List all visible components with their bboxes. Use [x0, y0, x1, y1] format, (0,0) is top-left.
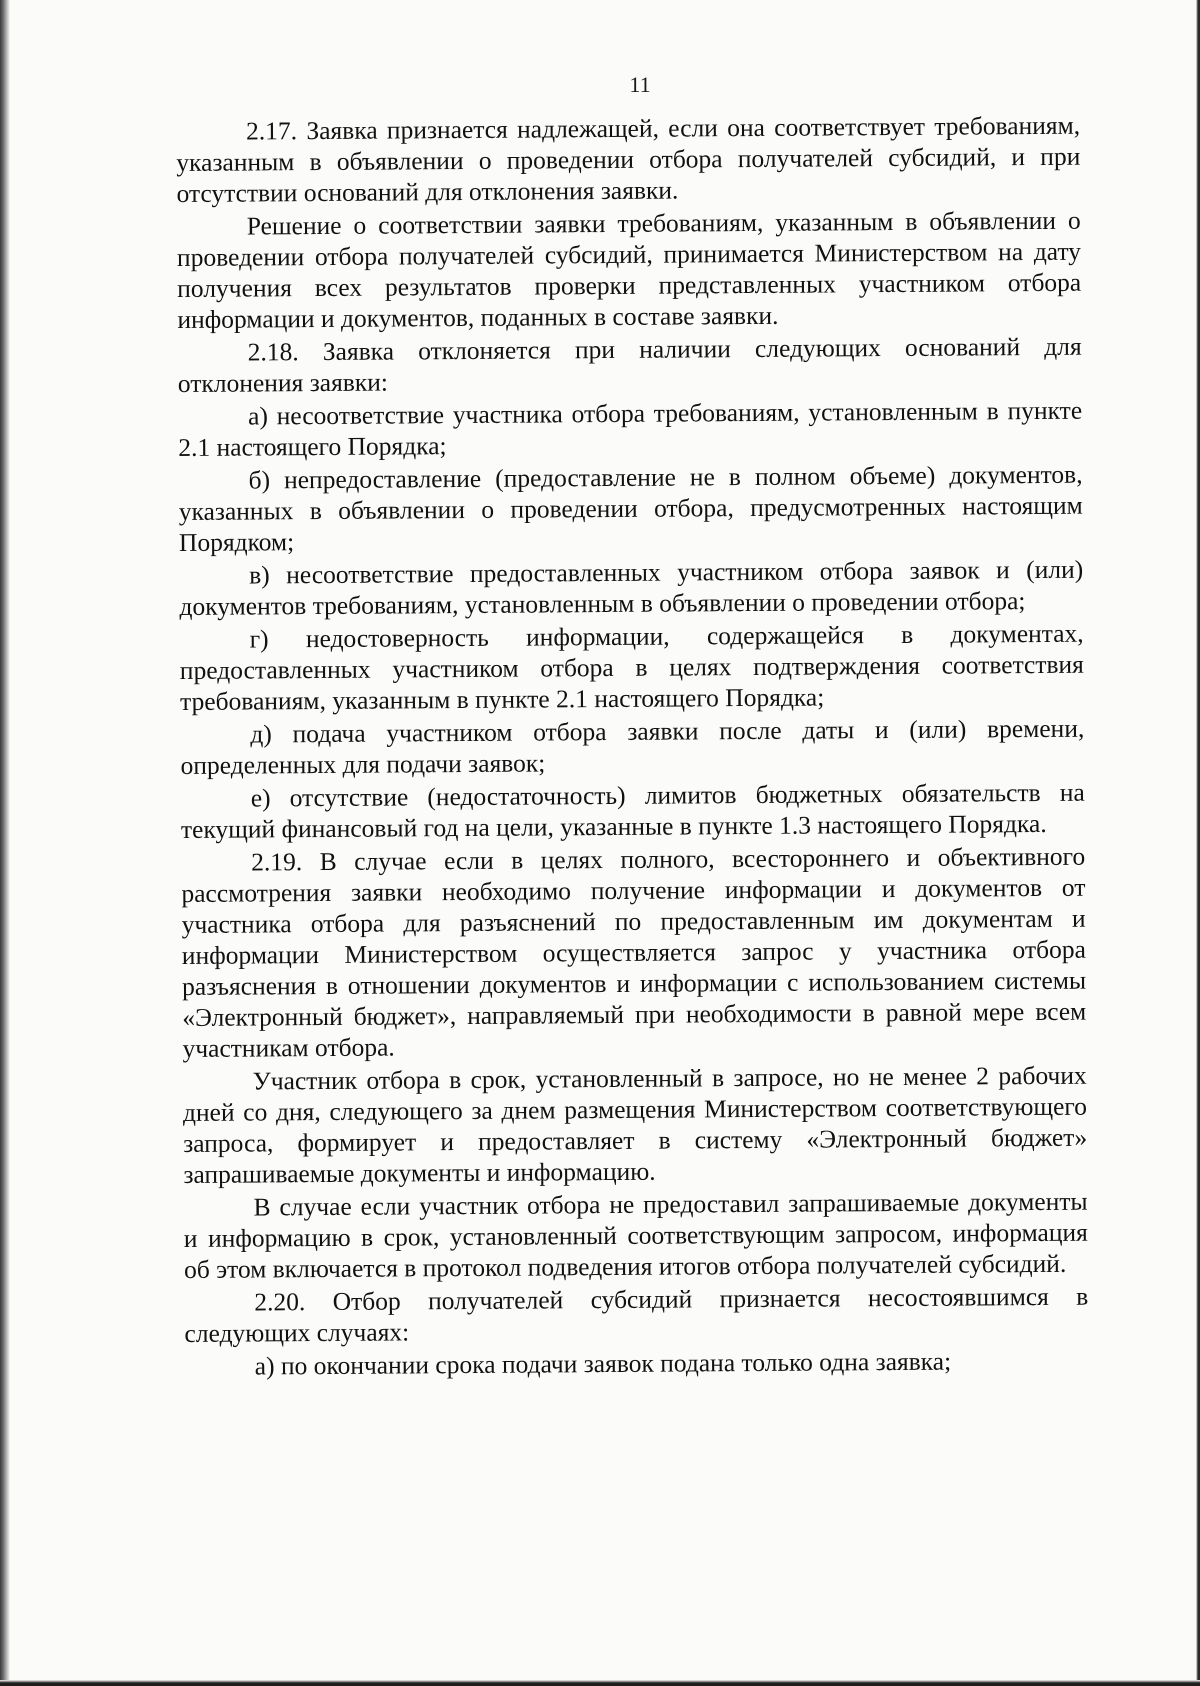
list-item-b: б) непредоставление (предоставление не в полном объеме) документов, указанных в объявлении о проведении отбора, предусмотренных настоящим Порядком; — [178, 459, 1083, 557]
scan-bottom-edge — [0, 1680, 1200, 1686]
scan-right-edge — [1196, 0, 1200, 1686]
paragraph-participant-deadline: Участник отбора в срок, установленный в запросе, но не менее 2 рабочих дней со дня, следующего за днем размещения Министерством соответствующего запроса, формирует и предоставляет в систему «Электронный бюджет» запрашиваемые документы и информацию. — [182, 1060, 1088, 1189]
scan-left-edge — [0, 0, 10, 1686]
paragraph-2-20: 2.20. Отбор получателей субсидий признается несостоявшимся в следующих случаях: — [184, 1281, 1089, 1348]
paragraph-2-19: 2.19. В случае если в целях полного, всестороннего и объективного рассмотрения заявки необходимо получение информации и документов от участника отбора для разъяснений по предоставленным им документам и информации Министерством осуществляется запрос у участника отбора разъяснения в отношении документов и информации с использованием системы «Электронный бюджет», направляемый при необходимости в равной мере всем участникам отбора. — [181, 841, 1087, 1063]
list-item-v: в) несоответствие предоставленных участником отбора заявок и (или) документов требованиям, установленным в объявлении о проведении отбора; — [179, 554, 1084, 621]
list-item-a: а) несоответствие участника отбора требованиям, установленным в пункте 2.1 настоящего Порядка; — [178, 395, 1083, 462]
page-number: 11 — [629, 72, 651, 97]
list-item-d: д) подача участником отбора заявки после даты и (или) времени, определенных для подачи заявок; — [180, 713, 1085, 780]
paragraph-decision: Решение о соответствии заявки требованиям, указанным в объявлении о проведении отбора получателей субсидий, принимается Министерством на дату получения всех результатов проверки представленных участником отбора информации и документов, поданных в составе заявки. — [176, 205, 1082, 334]
list-item-2-20-a: а) по окончании срока подачи заявок подана только одна заявка; — [254, 1346, 952, 1381]
list-item-e: е) отсутствие (недостаточность) лимитов бюджетных обязательств на текущий финансовый год на цели, указанные в пункте 1.3 настоящего Порядка. — [180, 777, 1085, 844]
document-body — [176, 110, 1089, 1384]
list-item-g: г) недостоверность информации, содержащейся в документах, предоставленных участником отбора в целях подтверждения соответствия требованиям, указанным в пункте 2.1 настоящего Порядка; — [179, 618, 1084, 716]
paragraph-not-provided: В случае если участник отбора не предоставил запрашиваемые документы и информацию в срок, установленный соответствующим запросом, информация об этом включается в протокол подведения итогов отбора получателей субсидий. — [183, 1186, 1088, 1284]
paragraph-2-17: 2.17. Заявка признается надлежащей, если она соответствует требованиям, указанным в объявлении о проведении отбора получателей субсидий, и при отсутствии оснований для отклонения заявки. — [176, 110, 1081, 208]
paragraph-2-18: 2.18. Заявка отклоняется при наличии следующих оснований для отклонения заявки: — [177, 331, 1082, 398]
